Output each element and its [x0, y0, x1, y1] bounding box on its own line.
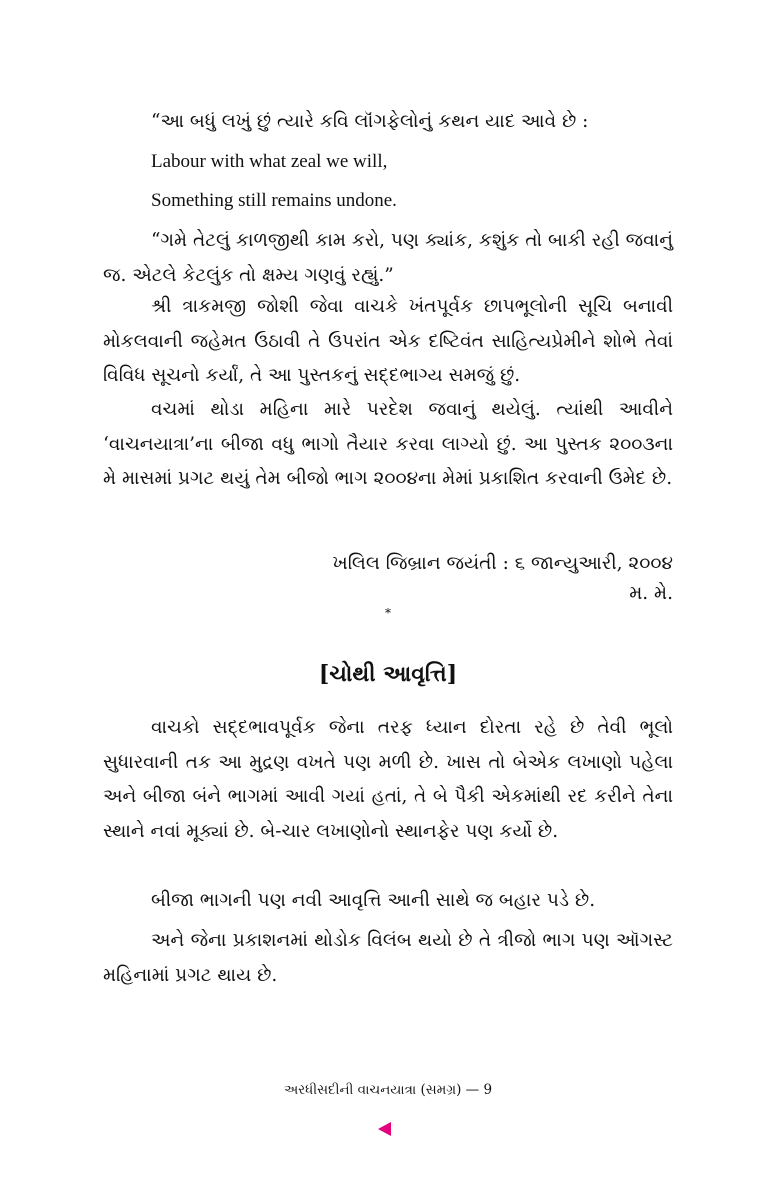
quote-line-1: Labour with what zeal we will, — [151, 151, 388, 172]
section-heading: [ચોથી આવૃત્તિ] — [318, 661, 458, 687]
paragraph-fourth-edition: વાચકો સદ્દભાવપૂર્વક જેના તરફ ધ્યાન દોરતા રહે છે તેવી ભૂલો સુધારવાની તક આ મુદ્રણ વખતે પણ મળી છે. ખાસ તો બેએક લખાણો પહેલા અને બીજા બંને ભાગમાં આવી ગયાં હતાં, તે બે પૈકી એકમાંથી રદ કરીને તેના સ્થાને નવાં મૂક્યાં છે. બે-ચાર લખાણોનો સ્થાનફેર પણ કર્યો છે. — [103, 717, 673, 842]
quote-line-2: Something still remains undone. — [151, 190, 397, 211]
paragraph-travel: વચમાં થોડા મહિના મારે પરદેશ જવાનું થયેલું. ત્યાંથી આવીને ‘વાચનયાત્રા’ના બીજા વધુ ભાગો તૈયાર કરવા લાગ્યો છું. આ પુસ્તક ૨૦૦૩ના મે માસમાં પ્રગટ થયું તેમ બીજો ભાગ ૨૦૦૪ના મેમાં પ્રકાશિત કરવાની ઉમેદ છે. — [103, 399, 673, 489]
paragraph-second-part: બીજા ભાગની પણ નવી આવૃત્તિ આની સાથે જ બહાર પડે છે. — [151, 890, 596, 911]
paragraph-third-part: અને જેના પ્રકાશનમાં થોડોક વિલંબ થયો છે તે ત્રીજો ભાગ પણ ઑગસ્ટ મહિનામાં પ્રગટ થાય છે. — [103, 930, 673, 986]
signature-initials: મ. મે. — [629, 583, 673, 604]
paragraph-thanks: શ્રી ત્રાકમજી જોશી જેવા વાચકે ખંતપૂર્વક છાપભૂલોની સૂચિ બનાવી મોકલવાની જહેમત ઉઠાવી તે ઉપરાંત એક દષ્ટિવંત સાહિત્યપ્રેમીને શોભે તેવાં વિવિધ સૂચનો કર્યાં, તે આ પુસ્તકનું સદ્દભાગ્ય સમજું છું. — [103, 296, 673, 386]
intro-line: “આ બધું લખું છું ત્યારે કવિ લૉંગફેલોનું કથન યાદ આવે છે : — [151, 111, 589, 132]
signature-date: ખલિલ જિબ્રાન જયંતી : ૬ જાન્યુઆરી, ૨૦૦૪ — [332, 553, 673, 574]
previous-page-arrow-icon[interactable] — [378, 1122, 391, 1136]
section-separator: * — [385, 606, 391, 620]
page-footer: અરધીસદીની વાચનયાત્રા (સમગ્ર) — 9 — [283, 1082, 493, 1098]
quote-translation: “ગમે તેટલું કાળજીથી કામ કરો, પણ ક્યાંક, કશુંક તો બાકી રહી જવાનું જ. એટલે કેટલુંક તો ક્ષમ્ય ગણવું રહ્યું.” — [103, 230, 673, 286]
